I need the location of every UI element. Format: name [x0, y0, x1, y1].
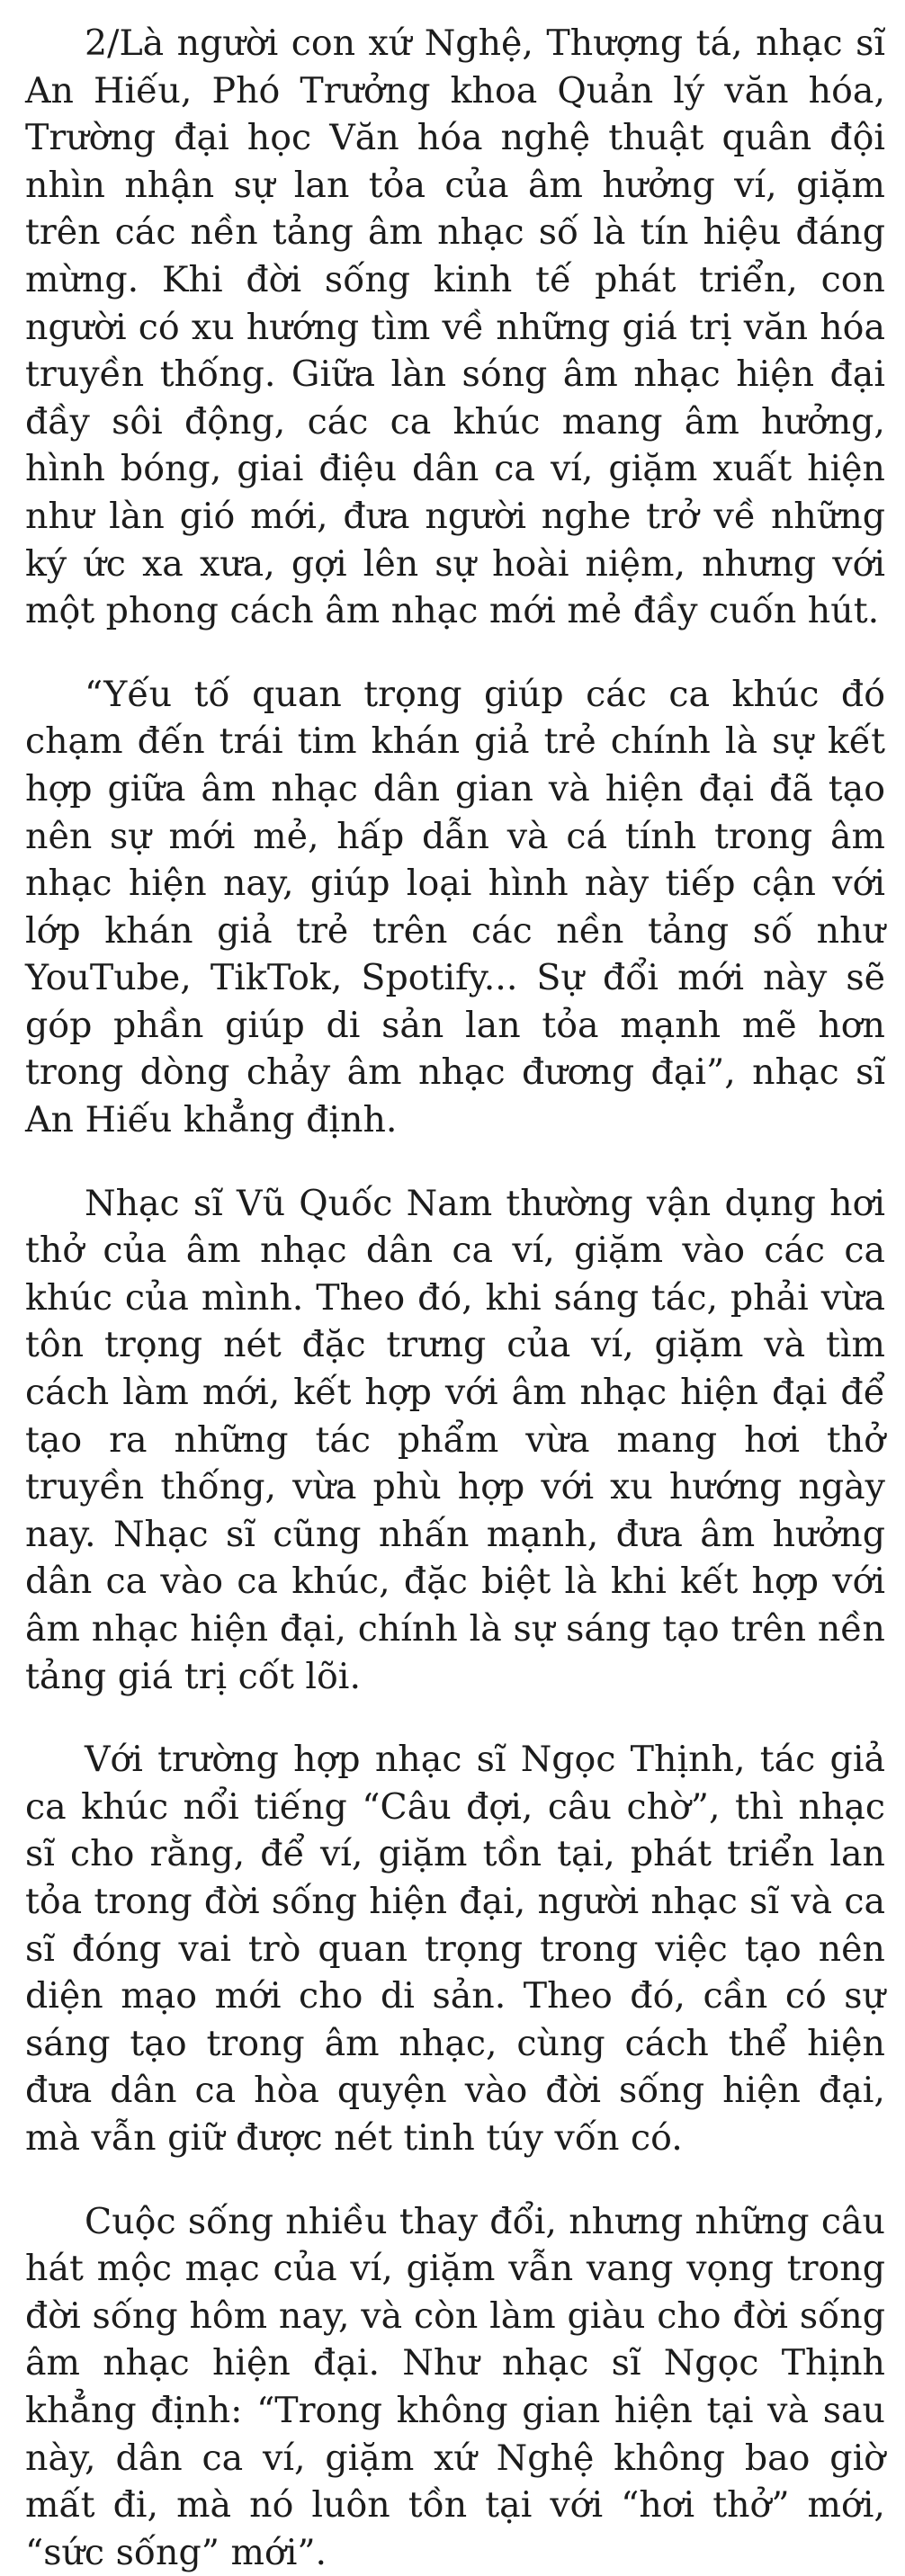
paragraph-5: Cuộc sống nhiều thay đổi, nhưng những câu hát mộc mạc của ví, giặm vẫn vang vọng trong đời sống hôm nay, và còn làm giàu cho đời sống âm nhạc hiện đại. Như nhạc sĩ Ngọc Thịnh khẳng định: “Trong không gian hiện tại và sau này, dân ca ví, giặm xứ Nghệ không bao giờ mất đi, mà nó luôn tồn tại với “hơi thở” mới, “sức sống” mới”. — [25, 2200, 885, 2573]
paragraph-3: Nhạc sĩ Vũ Quốc Nam thường vận dụng hơi thở của âm nhạc dân ca ví, giặm vào các ca khúc của mình. Theo đó, khi sáng tác, phải vừa tôn trọng nét đặc trưng của ví, giặm và tìm cách làm mới, kết hợp với âm nhạc hiện đại để tạo ra những tác phẩm vừa mang hơi thở truyền thống, vừa phù hợp với xu hướng ngày nay. Nhạc sĩ cũng nhấn mạnh, đưa âm hưởng dân ca vào ca khúc, đặc biệt là khi kết hợp với âm nhạc hiện đại, chính là sự sáng tạo trên nền tảng giá trị cốt lõi. — [25, 1182, 885, 1697]
paragraph-1: 2/Là người con xứ Nghệ, Thượng tá, nhạc sĩ An Hiếu, Phó Trưởng khoa Quản lý văn hóa, Trường đại học Văn hóa nghệ thuật quân đội nhìn nhận sự lan tỏa của âm hưởng ví, giặm trên các nền tảng âm nhạc số là tín hiệu đáng mừng. Khi đời sống kinh tế phát triển, con người có xu hướng tìm về những giá trị văn hóa truyền thống. Giữa làn sóng âm nhạc hiện đại đầy sôi động, các ca khúc mang âm hưởng, hình bóng, giai điệu dân ca ví, giặm xuất hiện như làn gió mới, đưa người nghe trở về những ký ức xa xưa, gợi lên sự hoài niệm, nhưng với một phong cách âm nhạc mới mẻ đầy cuốn hút. — [25, 22, 885, 632]
paragraph-4: Với trường hợp nhạc sĩ Ngọc Thịnh, tác giả ca khúc nổi tiếng “Câu đợi, câu chờ”, thì nhạc sĩ cho rằng, để ví, giặm tồn tại, phát triển lan tỏa trong đời sống hiện đại, người nhạc sĩ và ca sĩ đóng vai trò quan trọng trong việc tạo nên diện mạo mới cho di sản. Theo đó, cần có sự sáng tạo trong âm nhạc, cùng cách thể hiện đưa dân ca hòa quyện vào đời sống hiện đại, mà vẫn giữ được nét tinh túy vốn có. — [25, 1739, 885, 2159]
paragraph-2: “Yếu tố quan trọng giúp các ca khúc đó chạm đến trái tim khán giả trẻ chính là sự kết hợp giữa âm nhạc dân gian và hiện đại đã tạo nên sự mới mẻ, hấp dẫn và cá tính trong âm nhạc hiện nay, giúp loại hình này tiếp cận với lớp khán giả trẻ trên các nền tảng số như YouTube, TikTok, Spotify... Sự đổi mới này sẽ góp phần giúp di sản lan tỏa mạnh mẽ hơn trong dòng chảy âm nhạc đương đại”, nhạc sĩ An Hiếu khẳng định. — [25, 673, 885, 1141]
